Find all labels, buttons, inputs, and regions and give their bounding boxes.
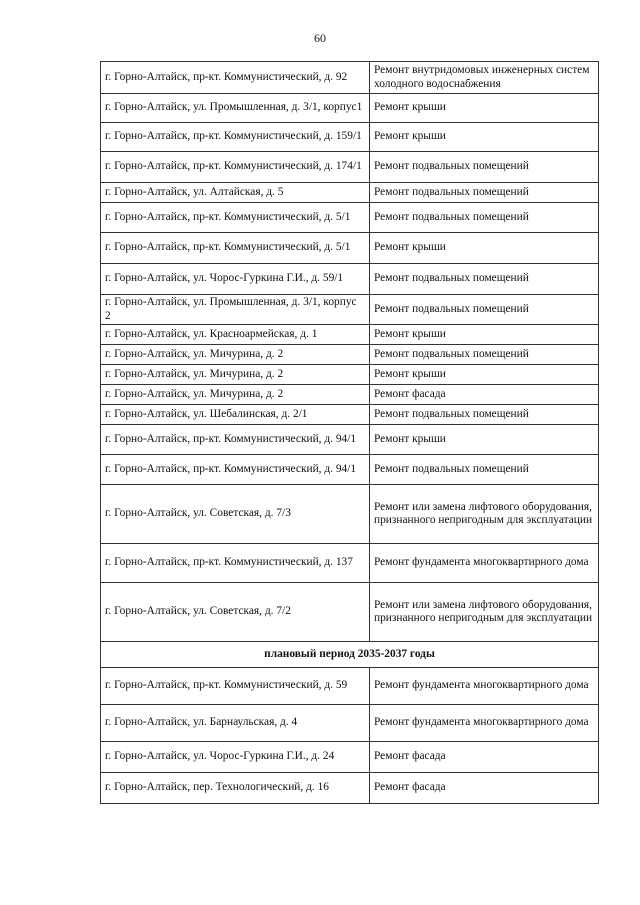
- work-type-cell: Ремонт фасада: [370, 773, 599, 804]
- address-cell: г. Горно-Алтайск, пр-кт. Коммунистический, д. 5/1: [101, 203, 370, 233]
- table-row: [101, 455, 599, 485]
- address-cell: г. Горно-Алтайск, ул. Промышленная, д. 3/1, корпус 2: [101, 295, 370, 325]
- address-cell: г. Горно-Алтайск, пр-кт. Коммунистический, д. 5/1: [101, 233, 370, 264]
- address-cell: г. Горно-Алтайск, ул. Мичурина, д. 2: [101, 365, 370, 385]
- table-row: [101, 94, 599, 123]
- work-type-cell: Ремонт подвальных помещений: [370, 455, 599, 485]
- work-type-cell: Ремонт подвальных помещений: [370, 264, 599, 295]
- work-type-cell: Ремонт фундамента многоквартирного дома: [370, 668, 599, 705]
- table-row: [101, 385, 599, 405]
- section-header-row: [101, 642, 599, 668]
- table-row: [101, 405, 599, 425]
- work-type-cell: Ремонт подвальных помещений: [370, 203, 599, 233]
- table-row: [101, 365, 599, 385]
- work-type-cell: Ремонт подвальных помещений: [370, 183, 599, 203]
- address-cell: г. Горно-Алтайск, ул. Красноармейская, д. 1: [101, 325, 370, 345]
- table-row: [101, 295, 599, 325]
- work-type-cell: Ремонт подвальных помещений: [370, 295, 599, 325]
- address-cell: г. Горно-Алтайск, ул. Советская, д. 7/3: [101, 485, 370, 544]
- repair-works-table: [100, 61, 599, 804]
- address-cell: г. Горно-Алтайск, ул. Советская, д. 7/2: [101, 583, 370, 642]
- address-cell: г. Горно-Алтайск, пр-кт. Коммунистический, д. 59: [101, 668, 370, 705]
- address-cell: г. Горно-Алтайск, ул. Мичурина, д. 2: [101, 385, 370, 405]
- work-type-cell: Ремонт фасада: [370, 385, 599, 405]
- work-type-cell: Ремонт крыши: [370, 94, 599, 123]
- table-row: [101, 264, 599, 295]
- address-cell: г. Горно-Алтайск, пр-кт. Коммунистический, д. 94/1: [101, 425, 370, 455]
- table-row: [101, 62, 599, 94]
- work-type-cell: Ремонт или замена лифтового оборудования, признанного непригодным для эксплуатации: [370, 583, 599, 642]
- work-type-cell: Ремонт внутридомовых инженерных систем холодного водоснабжения: [370, 62, 599, 94]
- work-type-cell: Ремонт крыши: [370, 123, 599, 152]
- work-type-cell: Ремонт подвальных помещений: [370, 152, 599, 183]
- table-row: [101, 668, 599, 705]
- address-cell: г. Горно-Алтайск, пер. Технологический, д. 16: [101, 773, 370, 804]
- section-title: плановый период 2035-2037 годы: [101, 642, 599, 668]
- address-cell: г. Горно-Алтайск, пр-кт. Коммунистический, д. 92: [101, 62, 370, 94]
- page-number: 60: [314, 31, 326, 45]
- work-type-cell: Ремонт крыши: [370, 325, 599, 345]
- table-row: [101, 425, 599, 455]
- table-row: [101, 345, 599, 365]
- table-row: [101, 325, 599, 345]
- table-row: [101, 183, 599, 203]
- address-cell: г. Горно-Алтайск, ул. Алтайская, д. 5: [101, 183, 370, 203]
- work-type-cell: Ремонт крыши: [370, 425, 599, 455]
- table-body: [101, 62, 599, 804]
- work-type-cell: Ремонт крыши: [370, 233, 599, 264]
- address-cell: г. Горно-Алтайск, пр-кт. Коммунистический, д. 159/1: [101, 123, 370, 152]
- table-row: [101, 203, 599, 233]
- address-cell: г. Горно-Алтайск, ул. Чорос-Гуркина Г.И., д. 24: [101, 742, 370, 773]
- address-cell: г. Горно-Алтайск, ул. Барнаульская, д. 4: [101, 705, 370, 742]
- table-row: [101, 583, 599, 642]
- table-row: [101, 123, 599, 152]
- address-cell: г. Горно-Алтайск, ул. Чорос-Гуркина Г.И., д. 59/1: [101, 264, 370, 295]
- address-cell: г. Горно-Алтайск, пр-кт. Коммунистический, д. 174/1: [101, 152, 370, 183]
- work-type-cell: Ремонт крыши: [370, 365, 599, 385]
- address-cell: г. Горно-Алтайск, пр-кт. Коммунистический, д. 137: [101, 544, 370, 583]
- table-row: [101, 773, 599, 804]
- address-cell: г. Горно-Алтайск, ул. Промышленная, д. 3/1, корпус1: [101, 94, 370, 123]
- work-type-cell: Ремонт подвальных помещений: [370, 405, 599, 425]
- table-row: [101, 152, 599, 183]
- table-row: [101, 485, 599, 544]
- address-cell: г. Горно-Алтайск, ул. Шебалинская, д. 2/1: [101, 405, 370, 425]
- address-cell: г. Горно-Алтайск, ул. Мичурина, д. 2: [101, 345, 370, 365]
- work-type-cell: Ремонт фундамента многоквартирного дома: [370, 544, 599, 583]
- table-row: [101, 544, 599, 583]
- table-row: [101, 705, 599, 742]
- work-type-cell: Ремонт или замена лифтового оборудования, признанного непригодным для эксплуатации: [370, 485, 599, 544]
- table-row: [101, 233, 599, 264]
- work-type-cell: Ремонт фундамента многоквартирного дома: [370, 705, 599, 742]
- work-type-cell: Ремонт подвальных помещений: [370, 345, 599, 365]
- work-type-cell: Ремонт фасада: [370, 742, 599, 773]
- address-cell: г. Горно-Алтайск, пр-кт. Коммунистический, д. 94/1: [101, 455, 370, 485]
- table-row: [101, 742, 599, 773]
